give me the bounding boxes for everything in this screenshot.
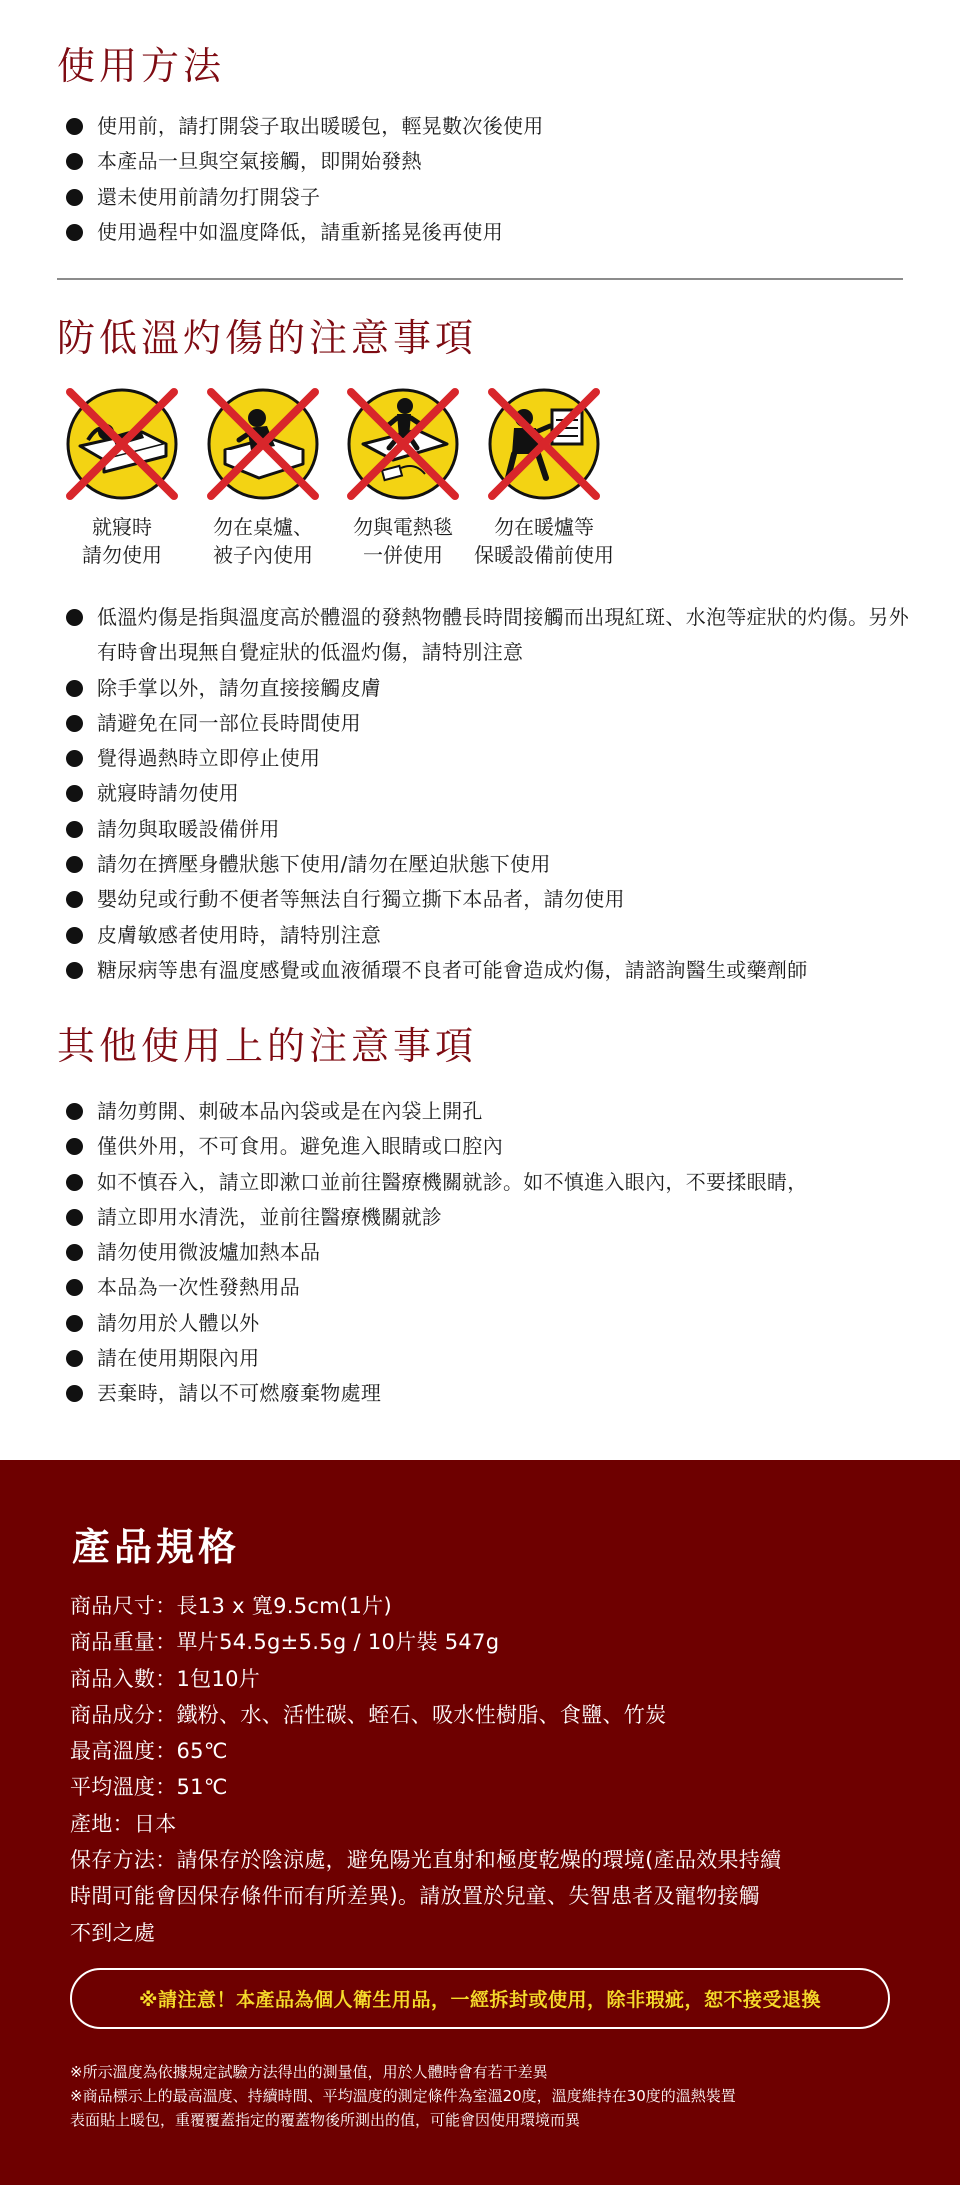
other-warning-title: 其他使用上的注意事項: [57, 1024, 478, 1068]
footnote: 表面貼上暖包，重覆覆蓋指定的覆蓋物後所測出的值，可能會因使用環境而異: [70, 2111, 581, 2129]
list-item: 糖尿病等患有溫度感覺或血液循環不良者可能會造成灼傷，請諮詢醫生或藥劑師: [66, 953, 916, 988]
list-item: 覺得過熱時立即停止使用: [66, 741, 916, 776]
burn-warning-list: [66, 600, 916, 988]
spec-line: 產地：日本: [70, 1811, 177, 1836]
list-item: 使用前，請打開袋子取出暖暖包，輕晃數次後使用: [66, 109, 916, 144]
specs-title: 產品規格: [72, 1525, 241, 1569]
usage-title: 使用方法: [57, 44, 226, 88]
list-item: 就寢時請勿使用: [66, 776, 916, 811]
usage-list: [66, 109, 916, 250]
kotatsu-icon: [203, 384, 323, 504]
footnote: ※商品標示上的最高溫度、持續時間、平均溫度的測定條件為室溫20度，溫度維持在30度的溫熱裝置: [70, 2087, 736, 2105]
icon-caption: 勿在暖爐等 保暖設備前使用: [474, 515, 614, 567]
icon-caption: 勿在桌爐、 被子內使用: [213, 515, 313, 567]
footnotes: [70, 2060, 900, 2132]
list-item: 除手掌以外，請勿直接接觸皮膚: [66, 671, 916, 706]
list-item: 使用過程中如溫度降低，請重新搖晃後再使用: [66, 215, 916, 250]
spec-line: 商品重量：單片54.5g±5.5g / 10片裝 547g: [70, 1630, 500, 1655]
section-divider: [57, 278, 903, 280]
list-item: 請避免在同一部位長時間使用: [66, 706, 916, 741]
list-item: 請在使用期限內用: [66, 1341, 916, 1376]
burn-warning-title: 防低溫灼傷的注意事項: [57, 316, 478, 360]
product-specs-panel: [0, 1460, 960, 2185]
icon-caption: 勿與電熱毯 一併使用: [353, 515, 453, 567]
sleeping-icon: [62, 384, 182, 504]
spec-line: 商品尺寸：長13 x 寬9.5cm(1片): [70, 1594, 392, 1618]
list-item: 請勿與取暖設備併用: [66, 812, 916, 847]
list-item: 請立即用水清洗，並前往醫療機關就診: [66, 1200, 916, 1235]
list-item: 嬰幼兒或行動不便者等無法自行獨立撕下本品者，請勿使用: [66, 882, 916, 917]
list-item: 僅供外用，不可食用。避免進入眼睛或口腔內: [66, 1129, 916, 1164]
list-item: 請勿剪開、刺破本品內袋或是在內袋上開孔: [66, 1094, 916, 1129]
list-item: 還未使用前請勿打開袋子: [66, 180, 916, 215]
electric-blanket-icon: [343, 384, 463, 504]
spec-line: 商品成分：鐵粉、水、活性碳、蛭石、吸水性樹脂、食鹽、竹炭: [70, 1702, 667, 1727]
heater-icon: [484, 384, 604, 504]
spec-line: 平均溫度：51℃: [70, 1775, 228, 1800]
list-item: 請勿用於人體以外: [66, 1306, 916, 1341]
list-item: 請勿在擠壓身體狀態下使用/請勿在壓迫狀態下使用: [66, 847, 916, 882]
other-warning-list: [66, 1094, 916, 1412]
list-item: 本產品一旦與空氣接觸，即開始發熱: [66, 144, 916, 179]
spec-line: 時間可能會因保存條件而有所差異)。請放置於兒童、失智患者及寵物接觸: [70, 1884, 761, 1909]
spec-line: 最高溫度：65℃: [70, 1739, 228, 1764]
spec-line: 保存方法：請保存於陰涼處，避免陽光直射和極度乾燥的環境(產品效果持續: [70, 1848, 782, 1873]
list-item: 皮膚敏感者使用時，請特別注意: [66, 918, 916, 953]
icon-caption: 就寢時 請勿使用: [82, 515, 162, 567]
list-item: 本品為一次性發熱用品: [66, 1270, 916, 1305]
list-item: 請勿使用微波爐加熱本品: [66, 1235, 916, 1270]
list-item: 如不慎吞入，請立即漱口並前往醫療機關就診。如不慎進入眼內，不要揉眼睛，: [66, 1165, 916, 1200]
specs-list: [70, 1588, 890, 1951]
spec-line: 商品入數：1包10片: [70, 1666, 261, 1691]
spec-line: 不到之處: [70, 1920, 156, 1945]
footnote: ※所示溫度為依據規定試驗方法得出的測量值，用於人體時會有若干差異: [70, 2063, 548, 2081]
list-item: 丟棄時，請以不可燃廢棄物處理: [66, 1376, 916, 1411]
return-policy-notice: ※請注意！本產品為個人衛生用品，一經拆封或使用，除非瑕疵，恕不接受退換: [70, 1968, 890, 2029]
list-item: 低溫灼傷是指與溫度高於體溫的發熱物體長時間接觸而出現紅斑、水泡等症狀的灼傷。另外有時會出現無自覺症狀的低溫灼傷，請特別注意: [66, 600, 916, 671]
